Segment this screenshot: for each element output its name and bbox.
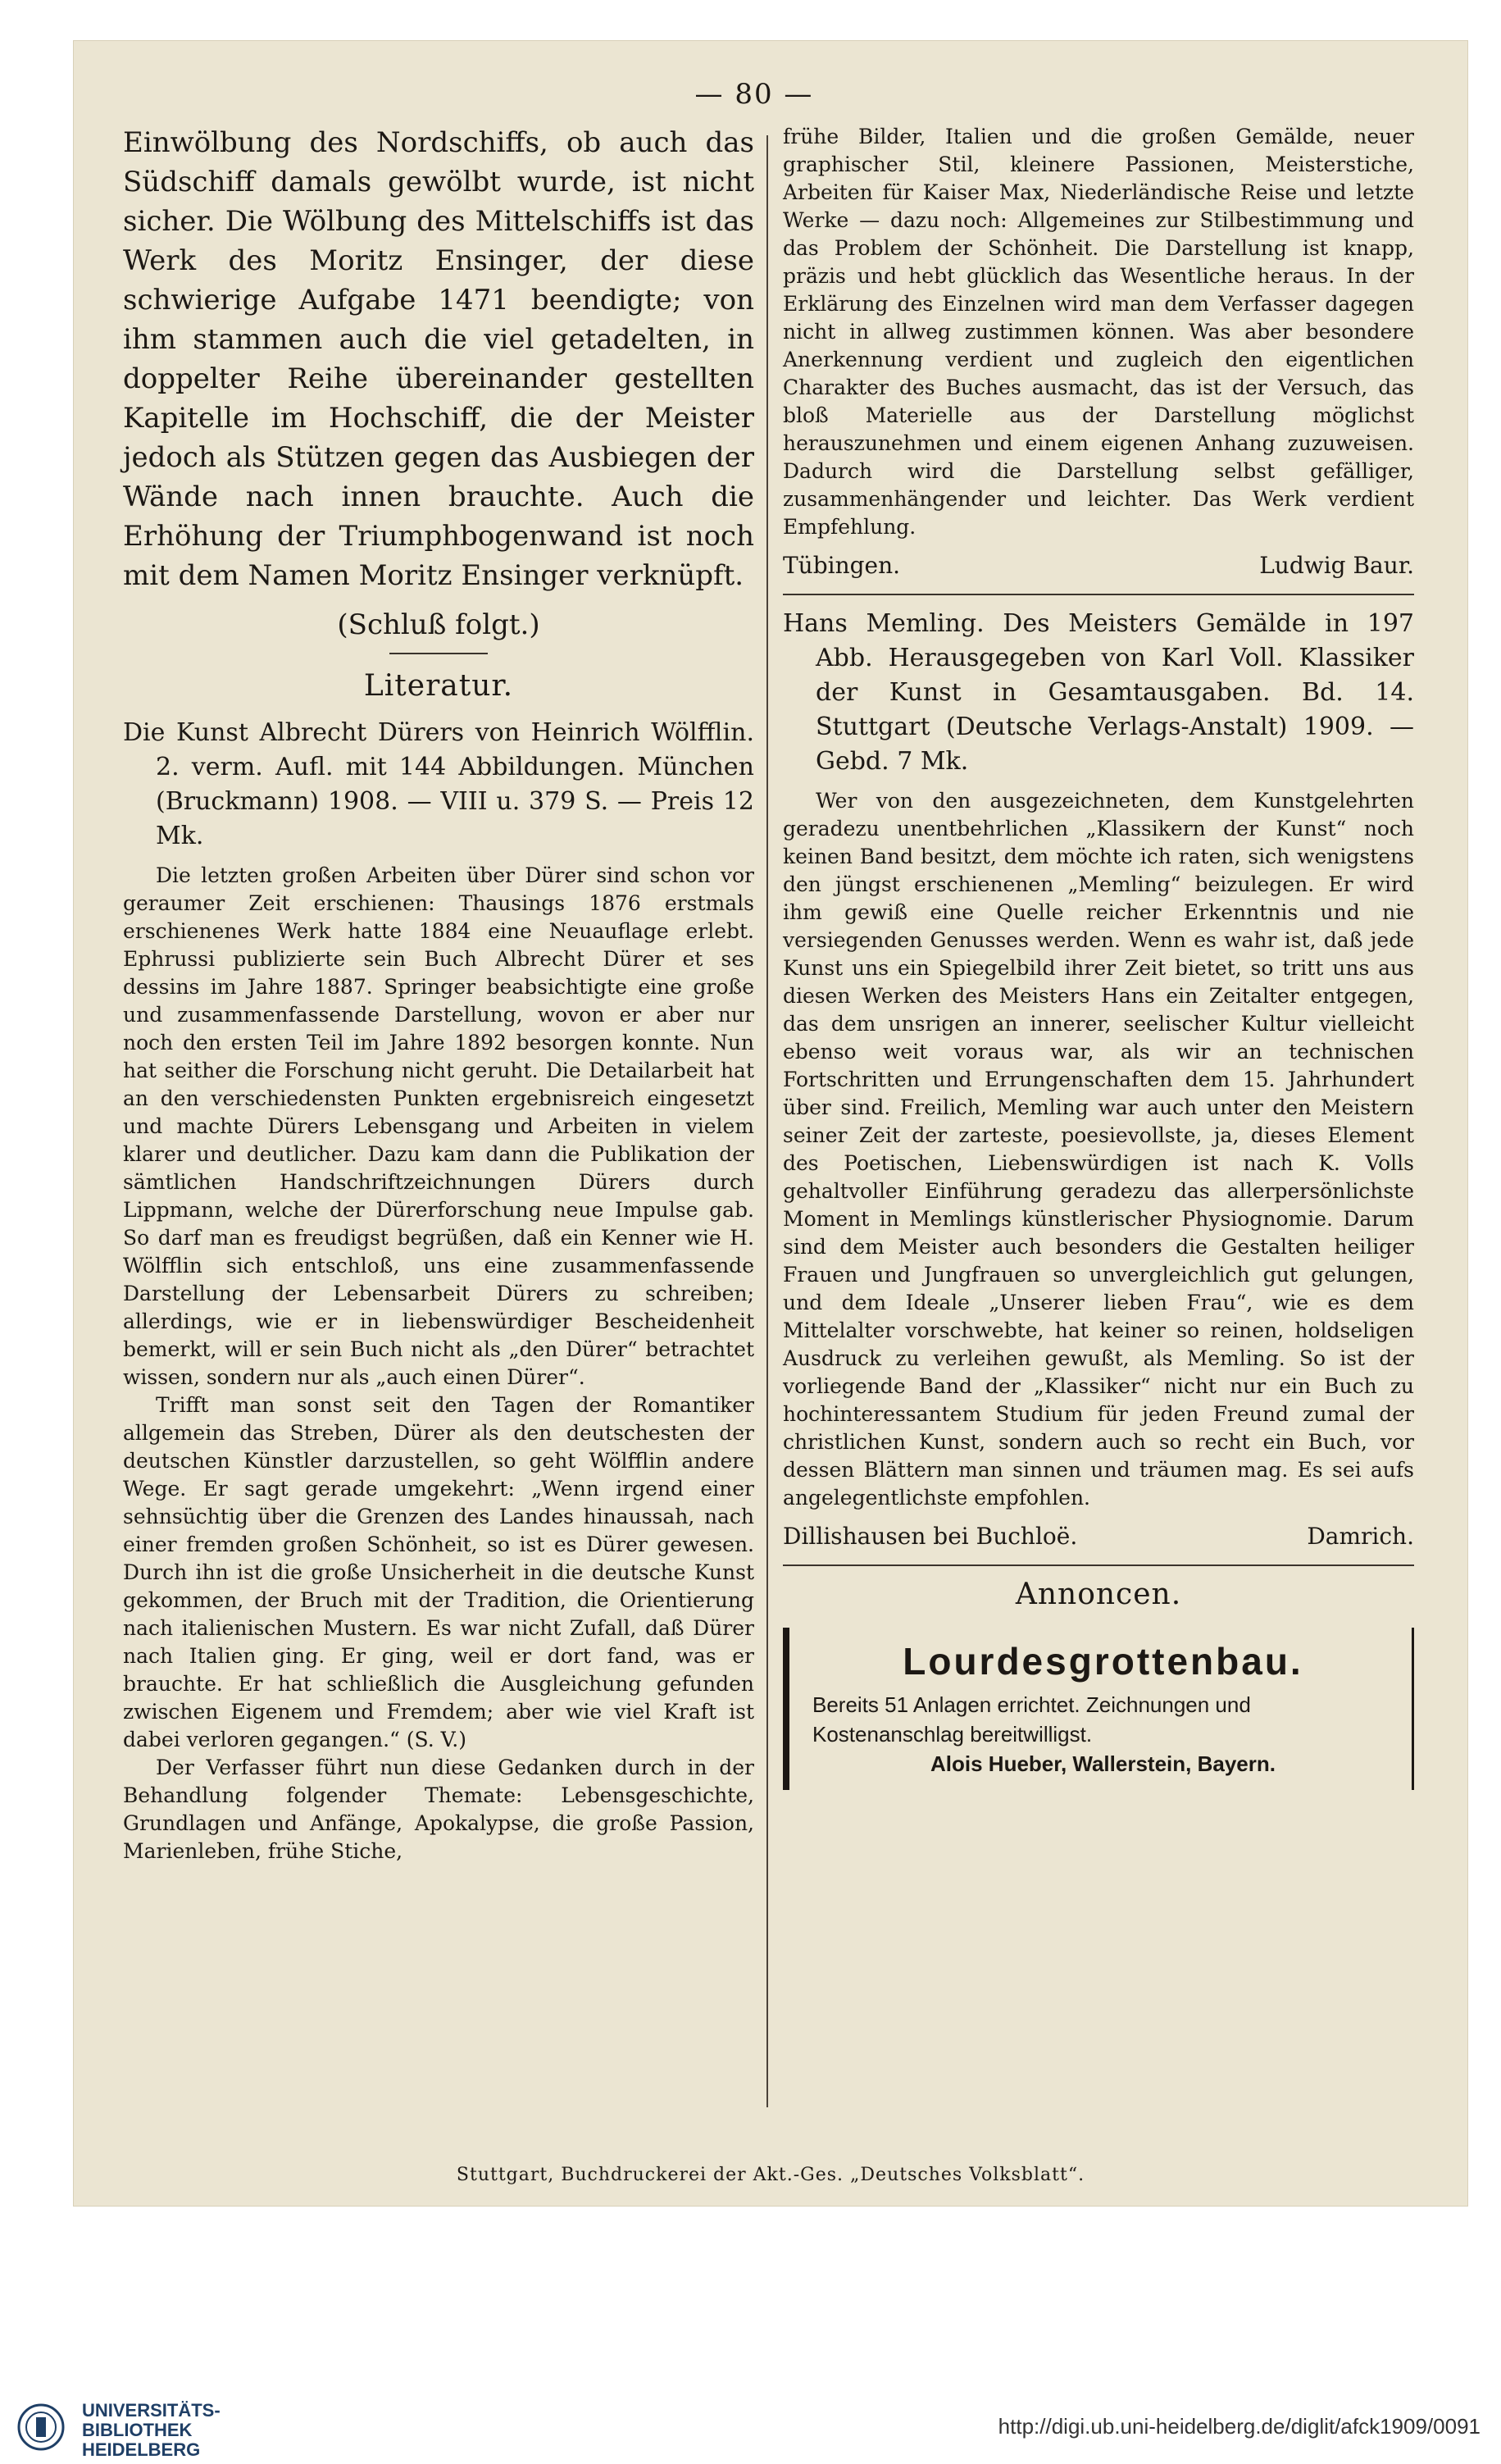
signature-name: Ludwig Baur. bbox=[1259, 552, 1414, 579]
review-paragraph: Trifft man sonst seit den Tagen der Romantiker allgemein das Streben, Dürer als den deutschesten der deutschen Künstler darzustellen, so geht Wölfflin andere Wege. Er sagt gerade umgekehrt: „Wenn irgend einer sehnsüchtig über die Grenzen des Landes hinaussah, nach einer fremden großen Schönheit, so ist es Dürer gewesen. Durch ihn ist die große Unsicherheit in die deutsche Kunst gekommen, der Bruch mit der Tradition, die Orientierung nach italienischen Mustern. Es war nicht Zufall, daß Dürer nach Italien ging. Er ging, weil er dort fand, was er brauchte. Er hat schließlich die Ausgleichung gefunden zwischen Eigenem und Fremdem; aber wie viel Kraft ist dabei verloren gegangen.“ (S. V.) bbox=[123, 1393, 754, 1751]
ad-title: Lourdesgrottenbau. bbox=[903, 1640, 1303, 1683]
library-seal-icon bbox=[16, 2403, 66, 2452]
review-signature bbox=[783, 549, 1414, 582]
ads-divider bbox=[783, 1564, 1414, 1566]
right-column bbox=[783, 123, 1414, 1790]
printer-imprint: Stuttgart, Buchdruckerei der Akt.-Ges. „Deutsches Volksblatt“. bbox=[456, 2165, 1085, 2185]
review-signature bbox=[783, 1520, 1414, 1553]
library-name-line: UNIVERSITÄTS- bbox=[82, 2400, 221, 2421]
to-be-continued: (Schluß folgt.) bbox=[337, 608, 540, 641]
library-name-line: HEIDELBERG bbox=[82, 2439, 201, 2460]
source-url-link[interactable]: http://digi.ub.uni-heidelberg.de/diglit/afck1909/0091 bbox=[998, 2414, 1481, 2439]
section-divider bbox=[389, 653, 488, 654]
column-divider bbox=[766, 135, 768, 2107]
review-divider bbox=[783, 594, 1414, 595]
library-logo-text[interactable] bbox=[82, 2401, 221, 2460]
ad-signature: Alois Hueber, Wallerstein, Bayern. bbox=[930, 1751, 1276, 1776]
review-paragraph: Wer von den ausgezeichneten, dem Kunstgelehrten geradezu unentbehrlichen „Klassikern der Kunst“ noch keinen Band besitzt, dem möchte ich raten, sich wenigstens den jüngst erschienenen „Memling“ beizulegen. Er wird ihm gewiß eine Quelle reicher Erkenntnis und nie versiegenden Genusses werden. Wenn es wahr ist, daß jede Kunst uns ein Spiegelbild ihrer Zeit bietet, so tritt uns aus diesen Werken des Meisters Hans ein Zeitalter entgegen, das dem unsrigen an innerer, seelischer Kultur vielleicht ebenso weit voraus war, als wir an technischen Fortschritten und Errungenschaften dem 15. Jahrhundert über sind. Freilich, Memling war auch unter den Meistern seiner Zeit der zarteste, poesievollste, ja, dieses Element des Poetischen, Liebenswürdigen ist nach K. Volls gehaltvoller Einführung geradezu das allerpersönlichste Moment in Memlings künstlerischer Physiognomie. Darum sind dem Meister auch besonders die Gestalten heiliger Frauen und Jungfrauen so unvergleichlich gut gelungen, und dem Ideale „Unserer lieben Frau“, wie es dem Mittelalter vorschwebte, hat keiner so reinen, holdseligen Ausdruck zu verleihen gewußt, als Memling. So ist der vorliegende Band der „Klassiker“ nicht nur ein Buch zu hochinteressantem Studium für jeden Freund zumal der christlichen Kunst, sondern auch so recht ein Buch, vor dessen Blättern man sinnen und träumen mag. Es sei aufs angelegentlichste empfohlen. bbox=[783, 789, 1414, 1510]
section-heading-ads: Annoncen. bbox=[1015, 1578, 1182, 1611]
review-paragraph: Der Verfasser führt nun diese Gedanken durch in der Behandlung folgender Themate: Lebensgeschichte, Grundlagen und Anfänge, Apokalypse, die große Passion, Marienleben, frühe Stiche, bbox=[123, 1756, 754, 1863]
library-name-line: BIBLIOTHEK bbox=[82, 2420, 193, 2440]
page-number: — 80 — bbox=[694, 78, 814, 111]
signature-name: Damrich. bbox=[1307, 1523, 1414, 1550]
review-title-memling: Hans Memling. Des Meisters Gemälde in 197 Abb. Herausgegeben von Karl Voll. Klassiker der Kunst in Gesamtausgaben. Bd. 14. Stuttgart (Deutsche Verlags-Anstalt) 1909. — Gebd. 7 Mk. bbox=[783, 609, 1414, 776]
ad-body: Bereits 51 Anlagen errichtet. Zeichnungen und Kostenanschlag bereitwilligst. bbox=[812, 1692, 1251, 1747]
review-paragraph: Die letzten großen Arbeiten über Dürer sind schon vor geraumer Zeit erschienen: Thausings 1876 erstmals erschienenes Werk hatte 1884 eine Neuauflage erlebt. Ephrussi publizierte sein Buch Albrecht Dürer et ses dessins im Jahre 1887. Springer beabsichtigte eine große und zusammenfassende Darstellung, wovon er aber nur noch den ersten Teil im Jahre 1892 besorgen konnte. Nun hat seither die Forschung nicht geruht. Die Detailarbeit hat an den verschiedensten Punkten ergebnisreich eingesetzt und machte Dürers Lebensgang und Arbeiten in vielem klarer und deutlicher. Dazu kam dann die Publikation der sämtlichen Handschriftzeichnungen Dürers durch Lippmann, welche der Dürerforschung neue Impulse gab. So darf man es freudigst begrüßen, daß ein Kenner wie H. Wölfflin sich entschloß, uns eine zusammenfassende Darstellung der Lebensarbeit Dürers zu schreiben; allerdings, wie er in liebenswürdiger Bescheidenheit bemerkt, will er sein Buch nicht als „den Dürer“ betrachtet wissen, sondern nur als „auch einen Dürer“. bbox=[123, 863, 754, 1389]
signature-place: Tübingen. bbox=[783, 552, 901, 579]
advertisement bbox=[783, 1628, 1414, 1790]
section-heading-literature: Literatur. bbox=[363, 669, 514, 703]
review-title-duerer: Die Kunst Albrecht Dürers von Heinrich Wölfflin. 2. verm. Aufl. mit 144 Abbildungen. München (Bruckmann) 1908. — VIII u. 379 S. — Preis 12 Mk. bbox=[123, 718, 754, 850]
lead-paragraph: Einwölbung des Nordschiffs, ob auch das Südschiff damals gewölbt wurde, ist nicht sicher. Die Wölbung des Mittelschiffs ist das Werk des Moritz Ensinger, der diese schwierige Aufgabe 1471 beendigte; von ihm stammen auch die viel getadelten, in doppelter Reihe übereinander gestellten Kapitelle im Hochschiff, die der Meister jedoch als Stützen gegen das Ausbiegen der Wände nach innen brauchte. Auch die Erhöhung der Triumphbogenwand ist noch mit dem Namen Moritz Ensinger verknüpft. bbox=[123, 126, 754, 592]
signature-place: Dillishausen bei Buchloë. bbox=[783, 1523, 1078, 1550]
review-paragraph-continued: frühe Bilder, Italien und die großen Gemälde, neuer graphischer Stil, kleinere Passionen, Meisterstiche, Arbeiten für Kaiser Max, Niederländische Reise und letzte Werke — dazu noch: Allgemeines zur Stilbestimmung und das Problem der Schönheit. Die Darstellung ist knapp, präzis und hebt glücklich das Wesentliche heraus. In der Erklärung des Einzelnen wird man dem Verfasser dagegen nicht in allweg zustimmen können. Was aber besondere Anerkennung verdient und zugleich den eigentlichen Charakter des Buches ausmacht, das ist der Versuch, das bloß Materielle aus der Darstellung möglichst herauszunehmen und einem eigenen Anhang zuzuweisen. Dadurch wird die Darstellung selbst gefälliger, zusammenhängender und leichter. Das Werk verdient Empfehlung. bbox=[783, 125, 1414, 539]
left-column bbox=[123, 123, 754, 1865]
